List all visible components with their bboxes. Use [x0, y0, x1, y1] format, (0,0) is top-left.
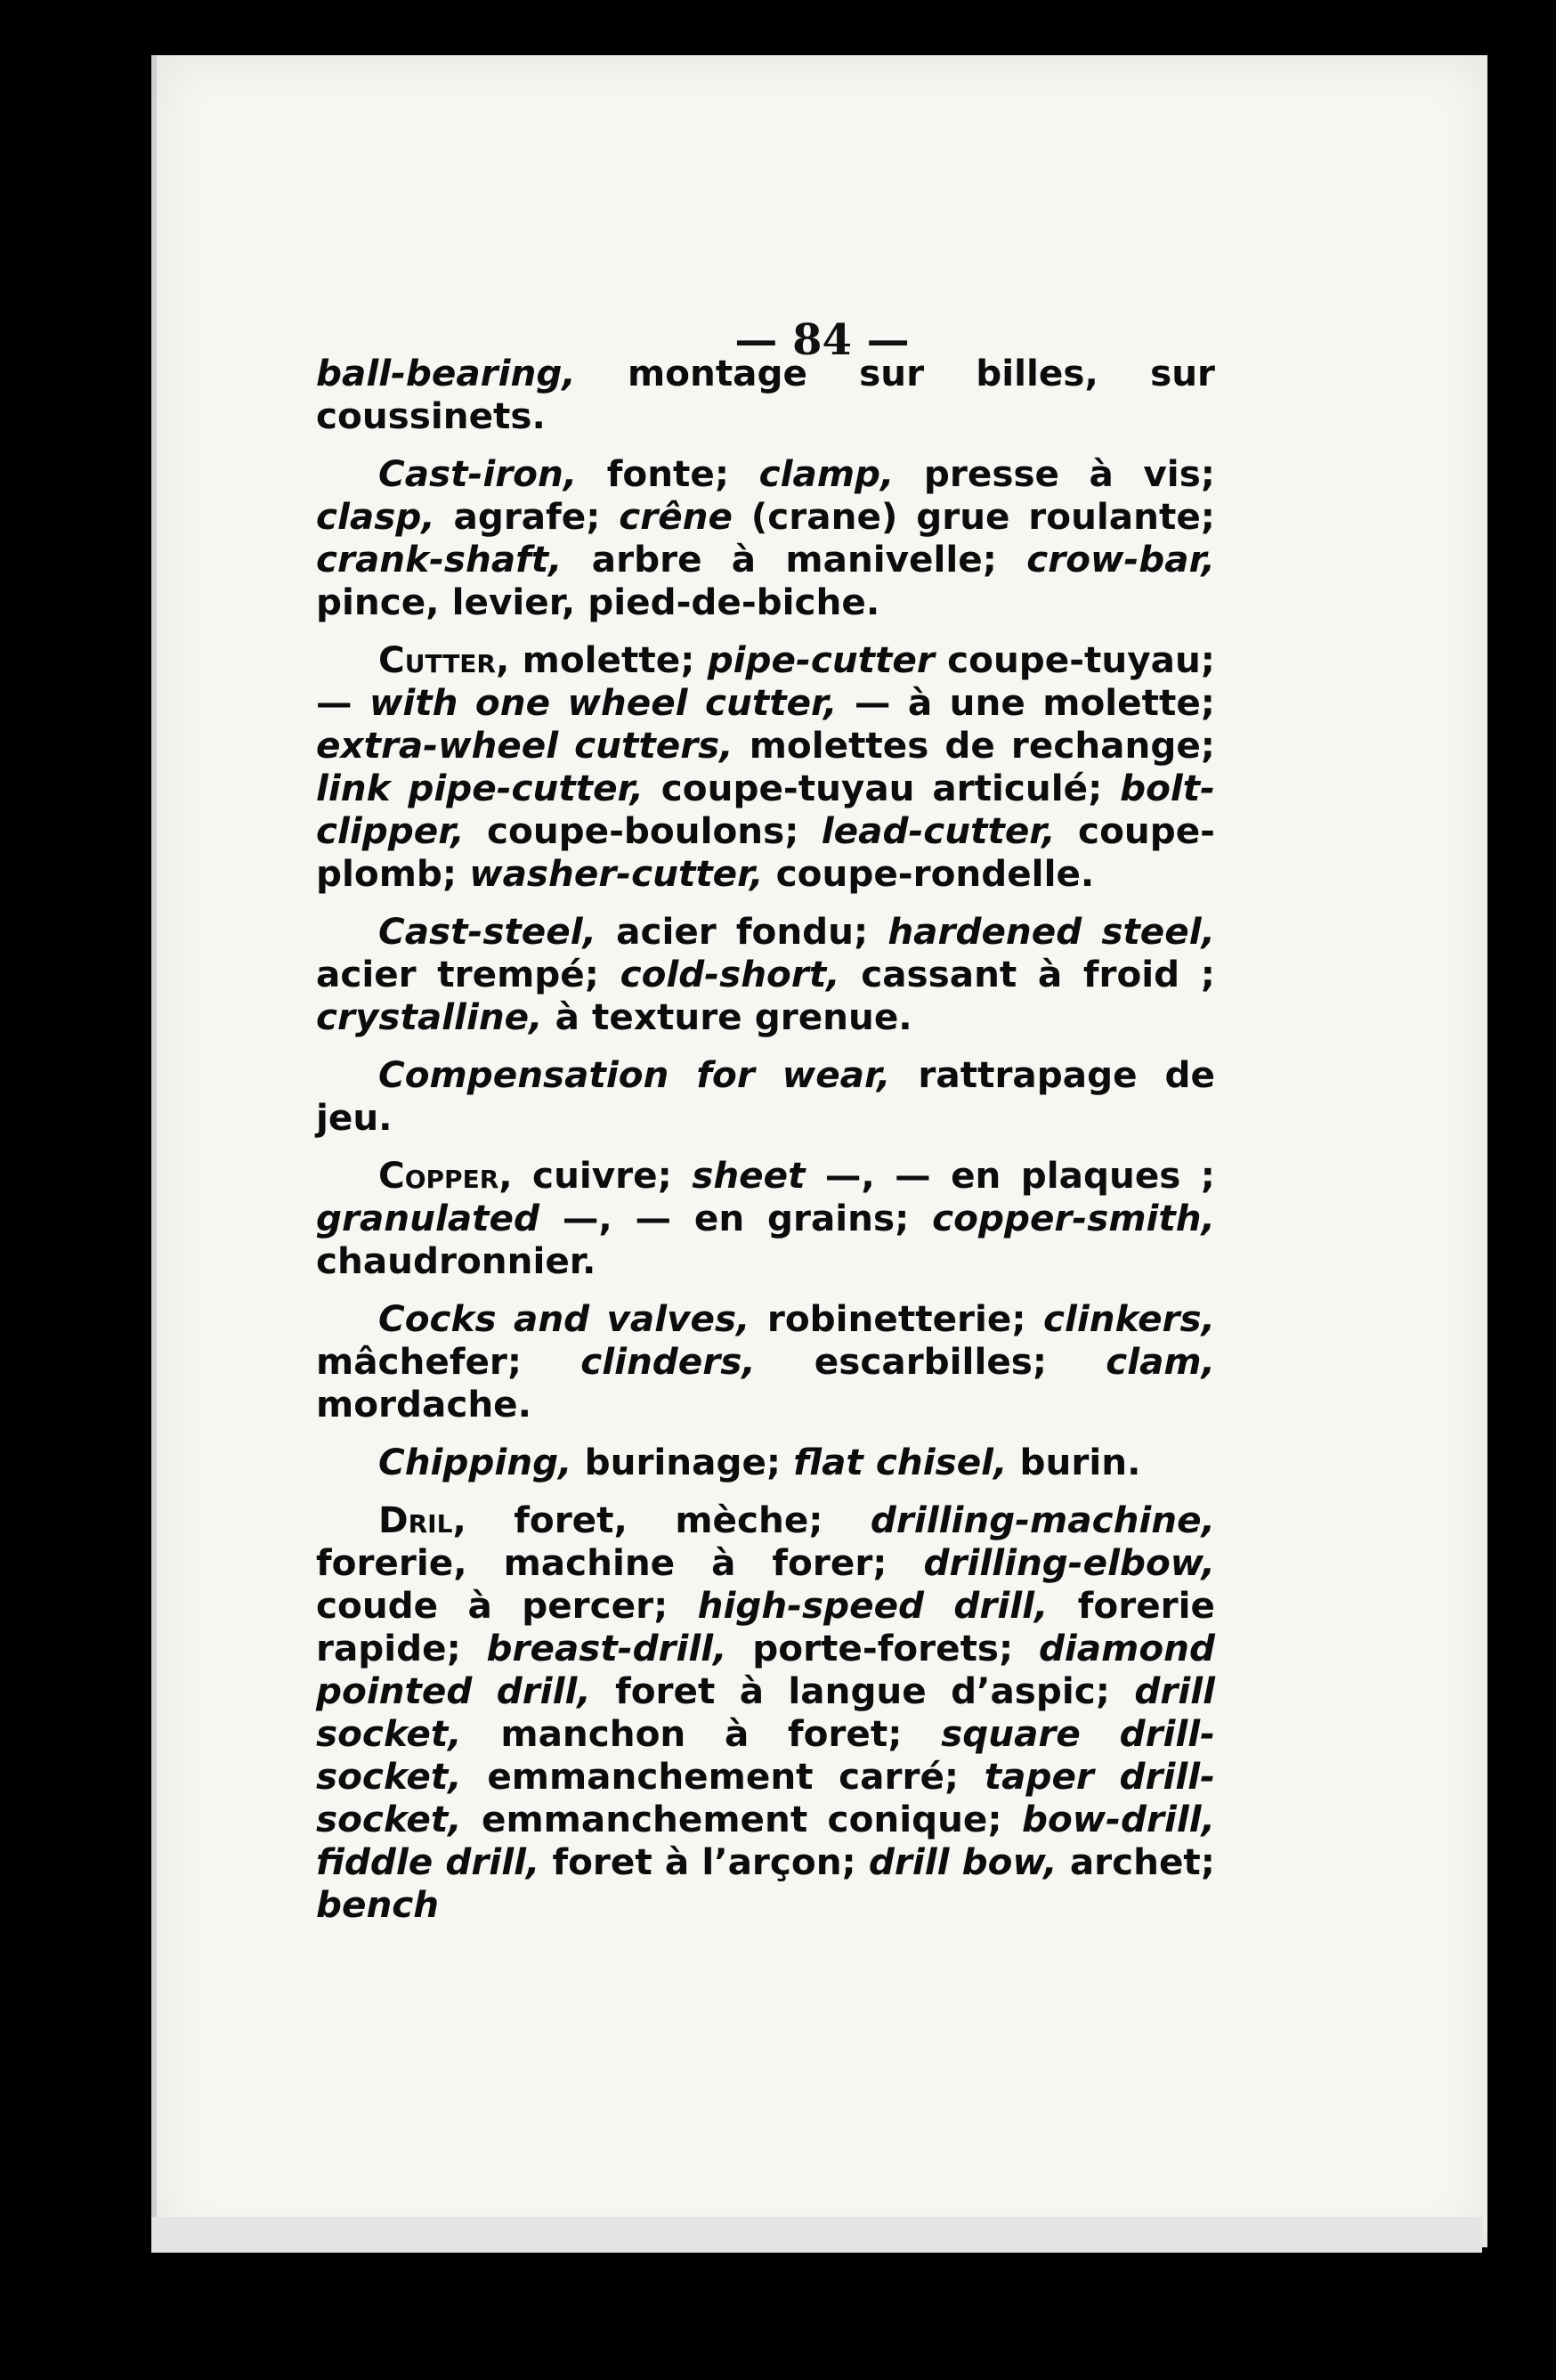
definition-text: emmanchement carré;	[461, 1755, 985, 1798]
term-english: clinkers,	[1042, 1297, 1215, 1340]
definition-text: pince, levier, pied-de-biche.	[316, 581, 880, 623]
term-english: crêne	[619, 495, 733, 538]
body-text	[316, 352, 1215, 1941]
term-english: high-speed drill,	[697, 1584, 1049, 1627]
definition-text: forerie, machine à forer;	[316, 1541, 924, 1584]
term-english: square drill-socket,	[316, 1712, 1215, 1798]
entry-headword: Copper,	[378, 1154, 513, 1197]
definition-text: robinetterie;	[750, 1297, 1043, 1340]
term-english: Cocks and valves,	[378, 1297, 750, 1340]
definition-text: coude à percer;	[316, 1584, 698, 1627]
definition-text: molette;	[509, 638, 708, 681]
definition-text: mordache.	[316, 1383, 532, 1426]
term-english: clam,	[1106, 1340, 1215, 1383]
term-english: cold-short,	[620, 953, 840, 995]
definition-text: rattrapage de jeu.	[316, 1053, 1215, 1139]
term-english: lead-cutter,	[821, 809, 1056, 852]
definition-text: mâchefer;	[316, 1340, 581, 1383]
term-english: crow-bar,	[1026, 538, 1215, 581]
definition-text: manchon à foret;	[461, 1712, 942, 1755]
term-english: pipe-cutter	[707, 638, 935, 681]
term-english: crank-shaft,	[316, 538, 563, 581]
definition-text: coupe-plomb;	[316, 809, 1215, 895]
term-english: washer-cutter,	[469, 852, 764, 895]
definition-text: foret, mèche;	[466, 1499, 871, 1541]
definition-text: —, — en plaques ;	[805, 1154, 1215, 1197]
definition-text: cuivre;	[512, 1154, 693, 1197]
paragraph	[316, 452, 1215, 623]
paragraph	[316, 1053, 1215, 1139]
definition-text: presse à vis;	[894, 452, 1215, 495]
term-english: Cast-steel,	[378, 910, 596, 953]
term-english: bolt-clipper,	[316, 767, 1215, 852]
term-english: bench	[316, 1883, 440, 1926]
paragraph	[316, 638, 1215, 895]
definition-text: acier trempé;	[316, 953, 620, 995]
definition-text: cassant à froid ;	[839, 953, 1215, 995]
term-english: with one wheel cutter,	[369, 681, 838, 724]
term-english: link pipe-cutter,	[316, 767, 644, 809]
definition-text: burinage;	[571, 1441, 794, 1483]
definition-text: — à une molette;	[837, 681, 1215, 724]
page-edge	[151, 2217, 1482, 2253]
paragraph	[316, 1154, 1215, 1282]
definition-text: forerie rapide;	[316, 1584, 1216, 1669]
term-english: granulated	[316, 1197, 539, 1239]
definition-text: archet;	[1057, 1840, 1215, 1883]
page-number: — 84 —	[734, 315, 910, 365]
definition-text: —, — en grains;	[539, 1197, 933, 1239]
definition-text: arbre à manivelle;	[562, 538, 1027, 581]
definition-text: escarbilles;	[755, 1340, 1106, 1383]
definition-text: coupe-rondelle.	[763, 852, 1095, 895]
paragraph	[316, 910, 1215, 1038]
term-english: sheet	[692, 1154, 806, 1197]
definition-text: acier fondu;	[596, 910, 888, 953]
term-english: clamp,	[758, 452, 895, 495]
paragraph	[316, 1297, 1215, 1426]
term-english: extra-wheel cutters,	[316, 724, 733, 767]
definition-text: foret à l’arçon;	[539, 1840, 869, 1883]
definition-text: fonte;	[577, 452, 759, 495]
term-english: taper drill-socket,	[316, 1755, 1215, 1840]
definition-text: molettes de rechange;	[733, 724, 1215, 767]
definition-text: foret à langue d’aspic;	[590, 1669, 1135, 1712]
term-english: drilling-elbow,	[923, 1541, 1215, 1584]
term-english: drill bow,	[868, 1840, 1058, 1883]
paragraph	[316, 1441, 1215, 1483]
entry-headword: Dril,	[378, 1499, 466, 1541]
term-english: bow-drill, fiddle drill,	[316, 1798, 1215, 1883]
definition-text: emmanchement conique;	[461, 1798, 1022, 1840]
term-english: flat chisel,	[793, 1441, 1008, 1483]
definition-text: coupe-tuyau; —	[316, 638, 1215, 724]
definition-text: chaudronnier.	[316, 1239, 596, 1282]
term-english: clasp,	[316, 495, 435, 538]
definition-text: (crane) grue roulante;	[732, 495, 1215, 538]
term-english: drilling-machine,	[870, 1499, 1215, 1541]
definition-text: porte-forets;	[726, 1627, 1039, 1669]
entry-headword: Cutter,	[378, 638, 510, 681]
term-english: Cast-iron,	[378, 452, 578, 495]
definition-text: agrafe;	[434, 495, 620, 538]
definition-text: coupe-tuyau articulé;	[643, 767, 1121, 809]
paragraph	[316, 352, 1215, 437]
term-english: hardened steel,	[887, 910, 1216, 953]
term-english: copper-smith,	[932, 1197, 1215, 1239]
term-english: ball-bearing,	[316, 352, 576, 394]
definition-text: coupe-boulons;	[464, 809, 822, 852]
term-english: crystalline,	[316, 995, 543, 1038]
paragraph	[316, 1499, 1215, 1926]
term-english: breast-drill,	[486, 1627, 727, 1669]
term-english: Compensation for wear,	[378, 1053, 891, 1096]
term-english: diamond pointed drill,	[316, 1627, 1215, 1712]
definition-text: à texture grenue.	[542, 995, 912, 1038]
term-english: drill socket,	[316, 1669, 1215, 1755]
definition-text: burin.	[1007, 1441, 1141, 1483]
term-english: Chipping,	[378, 1441, 572, 1483]
term-english: clinders,	[580, 1340, 756, 1383]
definition-text: montage sur billes, sur coussinets.	[316, 352, 1215, 437]
